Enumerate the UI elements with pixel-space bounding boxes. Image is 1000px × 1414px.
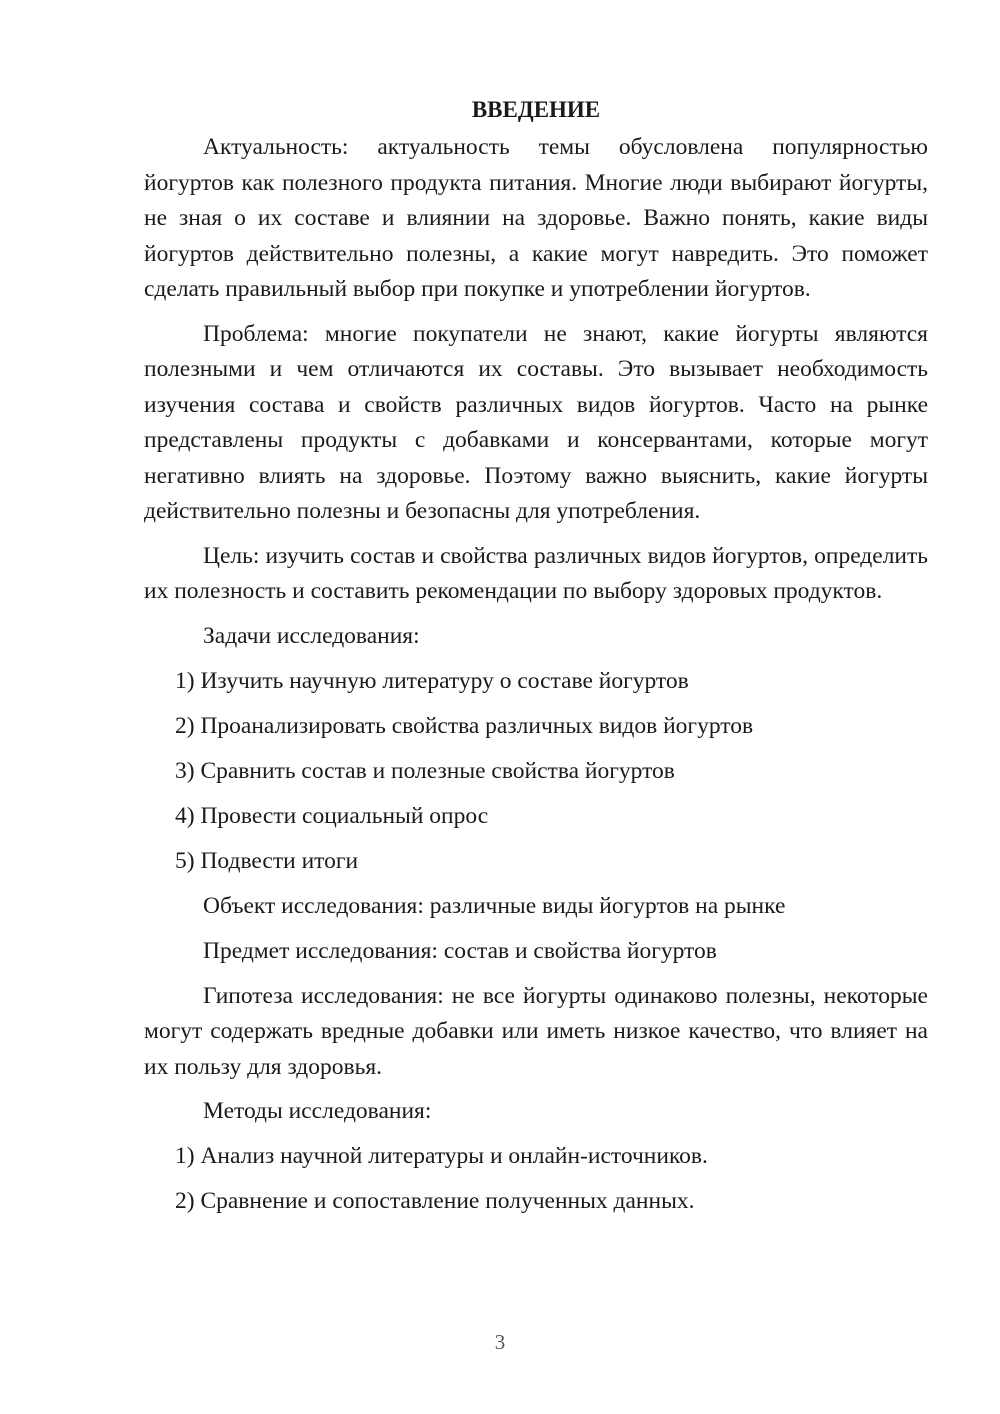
list-item: 5) Подвести итоги	[175, 847, 359, 874]
research-subject: Предмет исследования: состав и свойства йогуртов	[203, 937, 717, 964]
list-item: 2) Проанализировать свойства различных видов йогуртов	[175, 712, 754, 739]
list-item: 2) Сравнение и сопоставление полученных данных.	[175, 1188, 695, 1214]
relevance-paragraph: Актуальность: актуальность темы обусловлена популярностью йогуртов как полезного продукта питания. Многие люди выбирают йогурты, не зная о их составе и влиянии на здоровье. Важно понять, какие виды йогуртов действительно полезны, а какие могут навредить. Это поможет сделать правильный выбор при покупке и употреблении йогуртов.	[144, 134, 928, 302]
page-number: 3	[494, 1330, 506, 1354]
list-item: 4) Провести социальный опрос	[175, 802, 489, 829]
list-item: 1) Изучить научную литературу о составе йогуртов	[175, 667, 689, 694]
methods-heading: Методы исследования:	[203, 1098, 432, 1124]
methods-list	[144, 1139, 928, 1220]
tasks-heading: Задачи исследования:	[203, 622, 420, 649]
section-title: ВВЕДЕНИЕ	[471, 97, 601, 122]
list-item: 3) Сравнить состав и полезные свойства йогуртов	[175, 757, 675, 784]
research-object: Объект исследования: различные виды йогуртов на рынке	[203, 892, 786, 919]
problem-paragraph: Проблема: многие покупатели не знают, какие йогурты являются полезными и чем отличаются их составы. Это вызывает необходимость изучения состава и свойств различных видов йогуртов. Часто на рынке представлены продукты с добавками и консервантами, которые могут негативно влиять на здоровье. Поэтому важно выяснить, какие йогурты действительно полезны и безопасны для употребления.	[144, 320, 928, 524]
goal-paragraph: Цель: изучить состав и свойства различных видов йогуртов, определить их полезность и составить рекомендации по выбору здоровых продуктов.	[144, 542, 928, 604]
hypothesis-paragraph: Гипотеза исследования: не все йогурты одинаково полезны, некоторые могут содержать вредные добавки или иметь низкое качество, что влияет на их пользу для здоровья.	[144, 982, 928, 1080]
tasks-list	[144, 664, 928, 880]
list-item: 1) Анализ научной литературы и онлайн-источников.	[175, 1143, 708, 1169]
document-page	[144, 92, 928, 1229]
